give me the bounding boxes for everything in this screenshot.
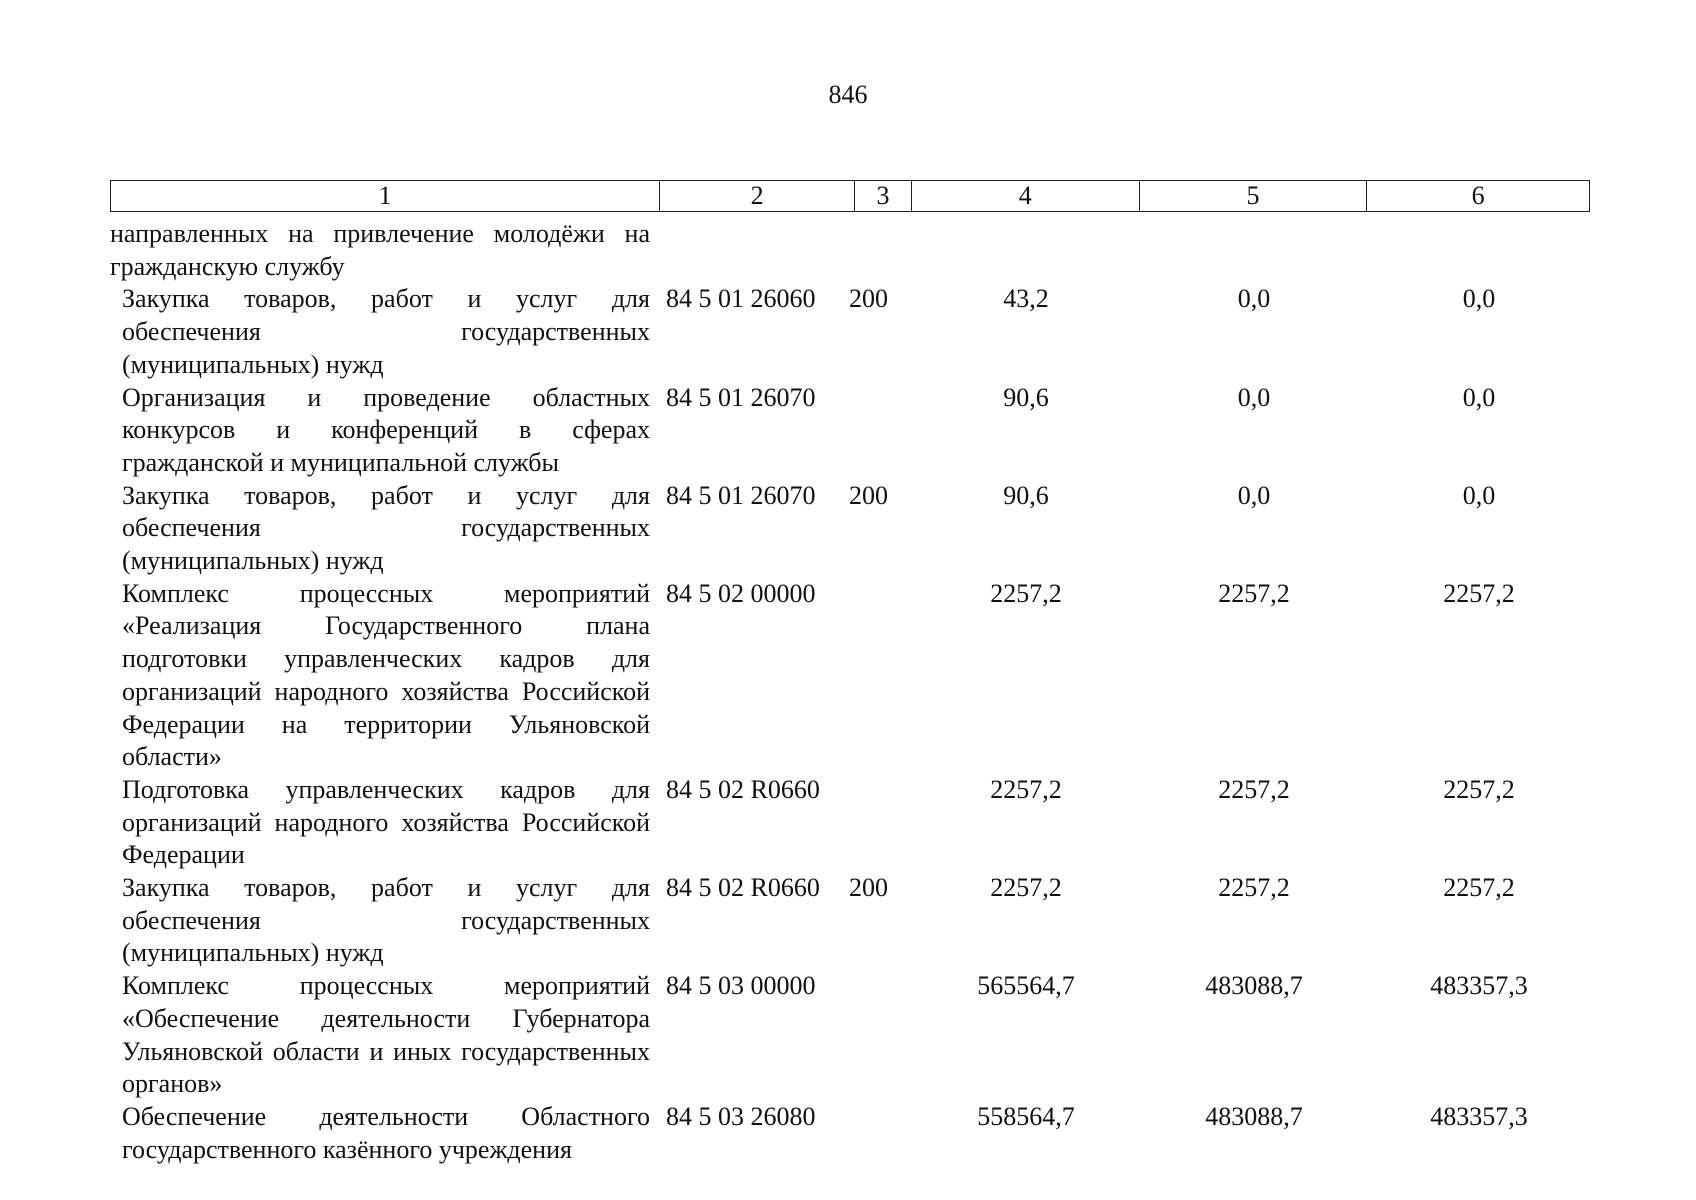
row-value-4: 90,6 [1003, 480, 1049, 510]
row-value-6: 0,0 [1462, 284, 1496, 314]
row-expense-type [845, 578, 912, 774]
row-value-4: 558564,7 [977, 1101, 1075, 1131]
row-value-6: 0,0 [1462, 382, 1496, 412]
row-expense-type: 200 [849, 284, 888, 314]
table-row [110, 1101, 1590, 1166]
table-header-row [110, 180, 1590, 212]
row-code [650, 218, 845, 283]
row-value-5: 2257,2 [1218, 774, 1290, 804]
row-description: направленных на привлечение молодёжи на гражданскую службу [110, 219, 650, 281]
row-description: Закупка товаров, работ и услуг для обеспечения государственных (муниципальных) нужд [122, 284, 650, 379]
row-code: 84 5 02 R0660 [666, 774, 820, 804]
row-expense-type [845, 774, 912, 872]
row-code: 84 5 02 R0660 [666, 873, 820, 903]
row-description: Обеспечение деятельности Областного государственного казённого учреждения [122, 1101, 650, 1164]
row-value-4 [912, 218, 1140, 283]
row-description: Комплекс процессных мероприятий «Реализация Государственного плана подготовки управленческих кадров для организаций народного хозяйства Российской Федерации на территории Ульяновской области» [122, 578, 650, 772]
column-header-6: 6 [1471, 181, 1485, 210]
row-value-6: 2257,2 [1443, 578, 1515, 608]
row-value-6 [1368, 218, 1590, 283]
row-value-4: 90,6 [1003, 382, 1049, 412]
column-header-1: 1 [111, 181, 660, 211]
table-row [110, 382, 1590, 480]
table-row [110, 774, 1590, 872]
page-number: 846 [828, 80, 868, 109]
column-header-2: 2 [660, 181, 855, 211]
table-body [110, 218, 1590, 1166]
row-value-5: 2257,2 [1218, 873, 1290, 903]
table-row [110, 970, 1590, 1101]
row-code: 84 5 02 00000 [666, 578, 816, 608]
row-code: 84 5 03 00000 [666, 971, 816, 1001]
row-value-5: 2257,2 [1218, 578, 1290, 608]
row-description: Подготовка управленческих кадров для организаций народного хозяйства Российской Федерации [122, 774, 650, 870]
column-header-3: 3 [855, 181, 912, 211]
row-code: 84 5 01 26070 [666, 382, 816, 412]
row-value-6: 0,0 [1462, 480, 1496, 510]
table-row [110, 480, 1590, 578]
row-value-6: 2257,2 [1443, 774, 1515, 804]
row-code: 84 5 03 26080 [666, 1101, 816, 1131]
row-value-5: 0,0 [1237, 480, 1271, 510]
row-value-6: 2257,2 [1443, 873, 1515, 903]
row-expense-type [845, 1101, 912, 1166]
table-row [110, 218, 1590, 283]
row-value-5: 483088,7 [1205, 1101, 1303, 1131]
column-header-4: 4 [912, 181, 1140, 211]
row-value-4: 565564,7 [977, 971, 1075, 1001]
table-row [110, 578, 1590, 774]
table-row [110, 283, 1590, 381]
row-description: Комплекс процессных мероприятий «Обеспечение деятельности Губернатора Ульяновской области и иных государственных органов» [122, 971, 650, 1099]
row-value-4: 2257,2 [990, 774, 1062, 804]
table-row [110, 872, 1590, 970]
row-value-4: 43,2 [1003, 284, 1049, 314]
row-value-4: 2257,2 [990, 578, 1062, 608]
row-value-6: 483357,3 [1430, 971, 1528, 1001]
row-expense-type [845, 970, 912, 1101]
row-description: Закупка товаров, работ и услуг для обеспечения государственных (муниципальных) нужд [122, 480, 650, 576]
row-value-5: 0,0 [1237, 382, 1271, 412]
row-expense-type: 200 [849, 873, 888, 903]
column-header-5: 5 [1140, 181, 1368, 211]
row-description: Закупка товаров, работ и услуг для обеспечения государственных (муниципальных) нужд [122, 873, 650, 968]
row-expense-type [845, 218, 912, 283]
row-expense-type [845, 382, 912, 480]
row-description: Организация и проведение областных конкурсов и конференций в сферах гражданской и муниципальной службы [122, 382, 650, 477]
row-value-5: 0,0 [1237, 284, 1271, 314]
row-code: 84 5 01 26060 [666, 284, 816, 314]
row-value-6: 483357,3 [1430, 1101, 1528, 1131]
row-expense-type: 200 [849, 480, 888, 510]
row-value-5 [1140, 218, 1368, 283]
row-code: 84 5 01 26070 [666, 480, 816, 510]
row-value-5: 483088,7 [1205, 971, 1303, 1001]
row-value-4: 2257,2 [990, 873, 1062, 903]
